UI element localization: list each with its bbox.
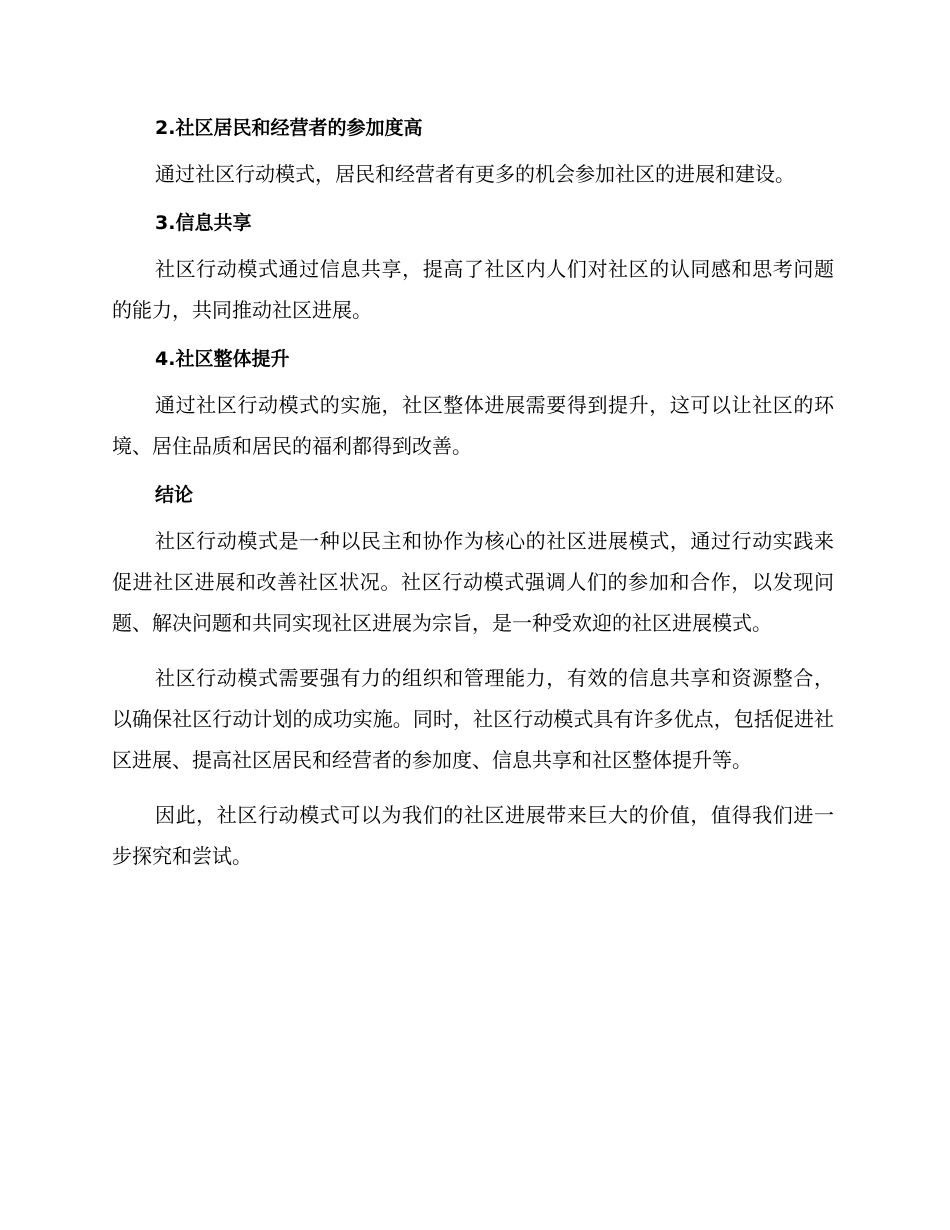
conclusion-paragraph-1: 社区行动模式是一种以民主和协作为核心的社区进展模式，通过行动实践来促进社区进展和改善社区状况。社区行动模式强调人们的参加和合作，以发现问题、解决问题和共同实现社区进展为宗旨，是一种受欢迎的社区进展模式。 <box>112 529 834 635</box>
conclusion-paragraph-3: 因此，社区行动模式可以为我们的社区进展带来巨大的价值，值得我们进一步探究和尝试。 <box>112 803 834 868</box>
section-paragraph-participation: 通过社区行动模式，居民和经营者有更多的机会参加社区的进展和建设。 <box>155 162 795 186</box>
section-heading-info-sharing: 3.信息共享 <box>155 212 252 234</box>
document-body <box>112 113 834 877</box>
section-paragraph-info-sharing: 社区行动模式通过信息共享，提高了社区内人们对社区的认同感和思考问题的能力，共同推动社区进展。 <box>112 257 834 322</box>
section-heading-overall-improvement: 4.社区整体提升 <box>155 348 290 370</box>
section-heading-participation: 2.社区居民和经营者的参加度高 <box>155 117 423 139</box>
section-paragraph-overall-improvement: 通过社区行动模式的实施，社区整体进展需要得到提升，这可以让社区的环境、居住品质和居民的福利都得到改善。 <box>112 393 834 458</box>
conclusion-paragraph-2: 社区行动模式需要强有力的组织和管理能力，有效的信息共享和资源整合，以确保社区行动计划的成功实施。同时，社区行动模式具有许多优点，包括促进社区进展、提高社区居民和经营者的参加度、信息共享和社区整体提升等。 <box>112 666 834 772</box>
conclusion-heading: 结论 <box>155 484 194 506</box>
